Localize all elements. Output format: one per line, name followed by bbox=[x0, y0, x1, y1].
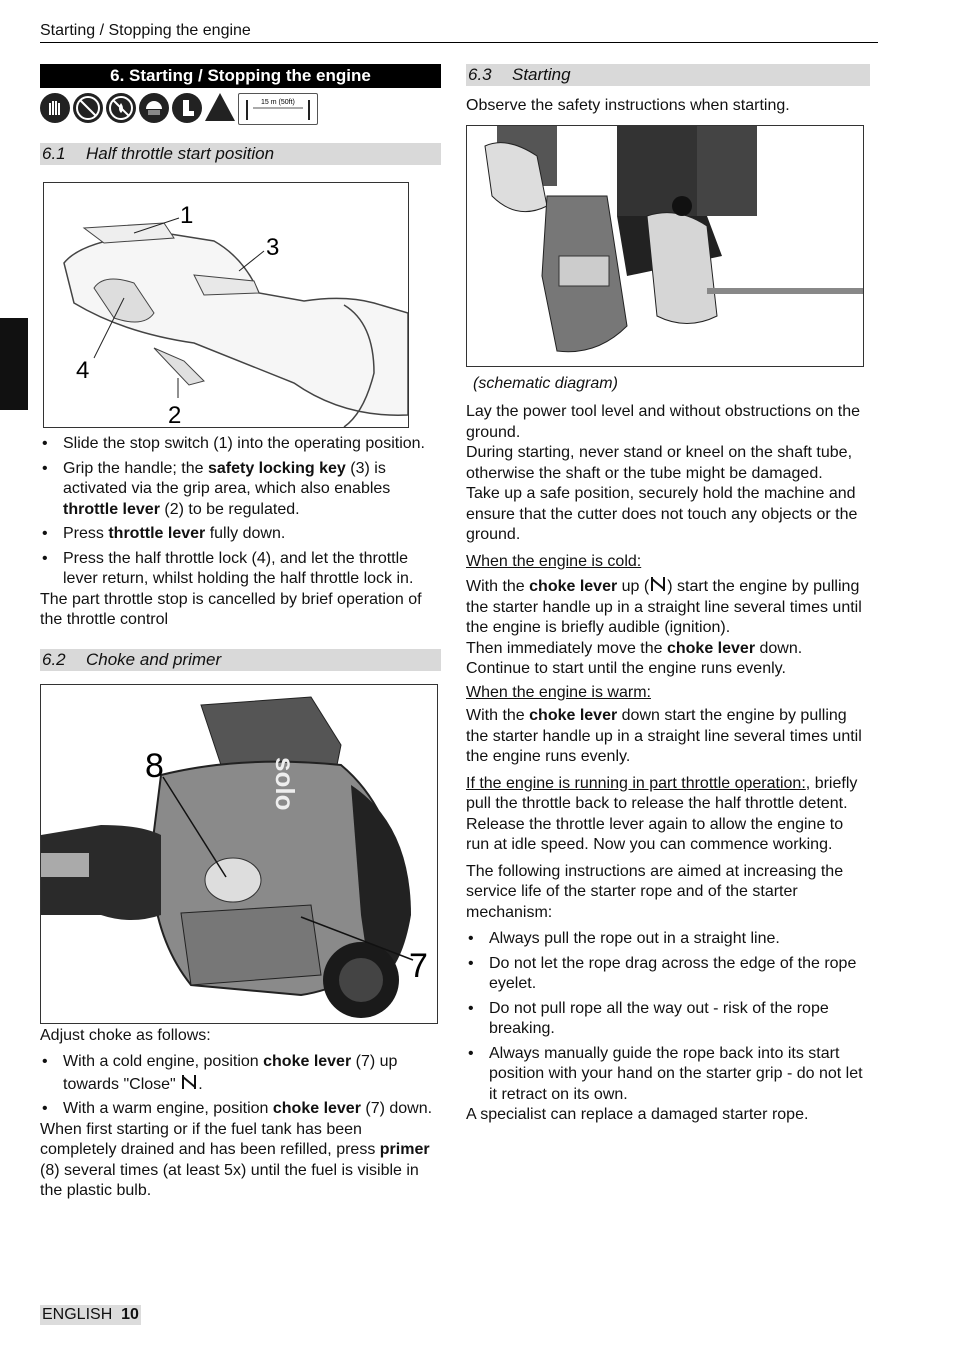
list-item: • Always pull the rope out in a straight line. bbox=[466, 929, 870, 950]
right-column bbox=[466, 64, 870, 1126]
paragraph-safe-position: Take up a safe position, securely hold the machine and ensure that the cutter does not touch any objects or the ground. bbox=[466, 485, 858, 543]
warm-engine-heading: When the engine is warm: bbox=[466, 683, 651, 701]
callout-8: 8 bbox=[145, 746, 164, 785]
section-6-3-heading bbox=[466, 64, 870, 86]
distance-15m-icon bbox=[238, 93, 318, 125]
figure-throttle-handle bbox=[43, 182, 409, 428]
distance-label: 15 m (50ft) bbox=[261, 99, 295, 106]
section-number: 6.1 bbox=[42, 144, 66, 163]
adjust-choke-intro: Adjust choke as follows: bbox=[40, 1026, 211, 1044]
running-header: Starting / Stopping the engine bbox=[40, 22, 878, 43]
list-item: • Slide the stop switch (1) into the operating position. bbox=[40, 434, 441, 455]
figure-caption: (schematic diagram) bbox=[473, 374, 618, 392]
section-title: Choke and primer bbox=[86, 649, 222, 669]
cold-engine-instruction: With the choke lever up ( ) start the engine by pulling the starter handle up in a straight line several times until the engine is briefly audible (ignition). bbox=[466, 575, 870, 639]
specialist-note: A specialist can replace a damaged starter rope. bbox=[466, 1106, 809, 1123]
callout-3: 3 bbox=[266, 234, 280, 261]
choke-closed-icon bbox=[649, 575, 667, 593]
list-item: • Do not pull rope all the way out - risk of the rope breaking. bbox=[466, 999, 870, 1040]
paragraph-shaft-warning: During starting, never stand or kneel on the shaft tube, otherwise the shaft or the tube might be damaged. bbox=[466, 444, 853, 482]
list-item: • Press the half throttle lock (4), and let the throttle lever return, whilst holding the half throttle lock in. bbox=[40, 549, 441, 590]
part-throttle-heading: If the engine is running in part throttle operation: bbox=[466, 774, 806, 792]
section-6-2-heading bbox=[40, 649, 441, 671]
safety-boots-icon bbox=[172, 93, 202, 123]
choke-down-instruction: Then immediately move the choke lever down. bbox=[466, 639, 803, 657]
list-item: • Grip the handle; the safety locking key (3) is activated via the grip area, which also enables throttle lever (2) to be regulated. bbox=[40, 459, 441, 521]
primer-instruction: When first starting or if the fuel tank has been completely drained and has been refilled, press primer (8) several times (at least 5x) until the fuel is visible in the plastic bulb. bbox=[40, 1120, 430, 1199]
safety-icons-row bbox=[40, 93, 441, 125]
half-throttle-steps bbox=[40, 434, 441, 590]
callout-7: 7 bbox=[409, 946, 428, 985]
section-number: 6.3 bbox=[468, 65, 492, 84]
section-title: Starting bbox=[512, 65, 571, 84]
starting-intro: Observe the safety instructions when starting. bbox=[466, 97, 790, 114]
section-number: 6.2 bbox=[42, 649, 66, 669]
callout-1: 1 bbox=[180, 202, 194, 229]
warning-triangle-icon bbox=[205, 93, 235, 121]
callout-2: 2 bbox=[168, 402, 182, 427]
callout-4: 4 bbox=[76, 357, 90, 384]
rope-intro: The following instructions are aimed at increasing the service life of the starter rope and of the starter mechanism: bbox=[466, 862, 844, 921]
left-column bbox=[40, 64, 441, 1202]
choke-closed-icon bbox=[180, 1073, 198, 1091]
figure-starting-position bbox=[466, 125, 864, 367]
rope-care-list bbox=[466, 929, 870, 1105]
paragraph-lay-level: Lay the power tool level and without obstructions on the ground. bbox=[466, 403, 861, 441]
protective-gloves-icon bbox=[40, 93, 70, 123]
list-item: • Do not let the rope drag across the edge of the rope eyelet. bbox=[466, 954, 870, 995]
list-item: • With a cold engine, position choke lever (7) up towards "Close" . bbox=[40, 1052, 441, 1095]
figure-choke-primer bbox=[40, 684, 438, 1024]
brand-logo: solo bbox=[270, 756, 300, 810]
list-item: • With a warm engine, position choke lever (7) down. bbox=[40, 1099, 441, 1120]
no-open-flame-icon bbox=[106, 93, 136, 123]
chapter-tab-marker bbox=[0, 318, 28, 410]
list-item: • Always manually guide the rope back into its start position with your hand on the starter grip - do not let it retract on its own. bbox=[466, 1044, 870, 1106]
list-item: • Press throttle lever fully down. bbox=[40, 524, 441, 545]
continue-instruction: Continue to start until the engine runs evenly. bbox=[466, 660, 786, 677]
helmet-visor-icon bbox=[139, 93, 169, 123]
section-title: Half throttle start position bbox=[86, 144, 275, 163]
cold-engine-heading: When the engine is cold: bbox=[466, 552, 642, 570]
page-footer bbox=[40, 1305, 141, 1325]
choke-steps bbox=[40, 1052, 441, 1120]
section-heading-main: 6. Starting / Stopping the engine bbox=[40, 64, 441, 88]
throttle-note: The part throttle stop is cancelled by brief operation of the throttle control bbox=[40, 590, 422, 628]
part-throttle-instruction: If the engine is running in part throttle operation:, briefly pull the throttle back to release the half throttle detent. Release the throttle lever again to allow the engine to run at idle speed. Now you can commence working. bbox=[466, 774, 858, 853]
section-6-1-heading bbox=[40, 143, 441, 165]
page-number: 10 bbox=[121, 1306, 139, 1323]
no-smoking-icon bbox=[73, 93, 103, 123]
warm-engine-instruction: With the choke lever down start the engine by pulling the starter handle up in a straight line several times until the engine runs evenly. bbox=[466, 707, 862, 765]
footer-language: ENGLISH bbox=[42, 1306, 113, 1323]
